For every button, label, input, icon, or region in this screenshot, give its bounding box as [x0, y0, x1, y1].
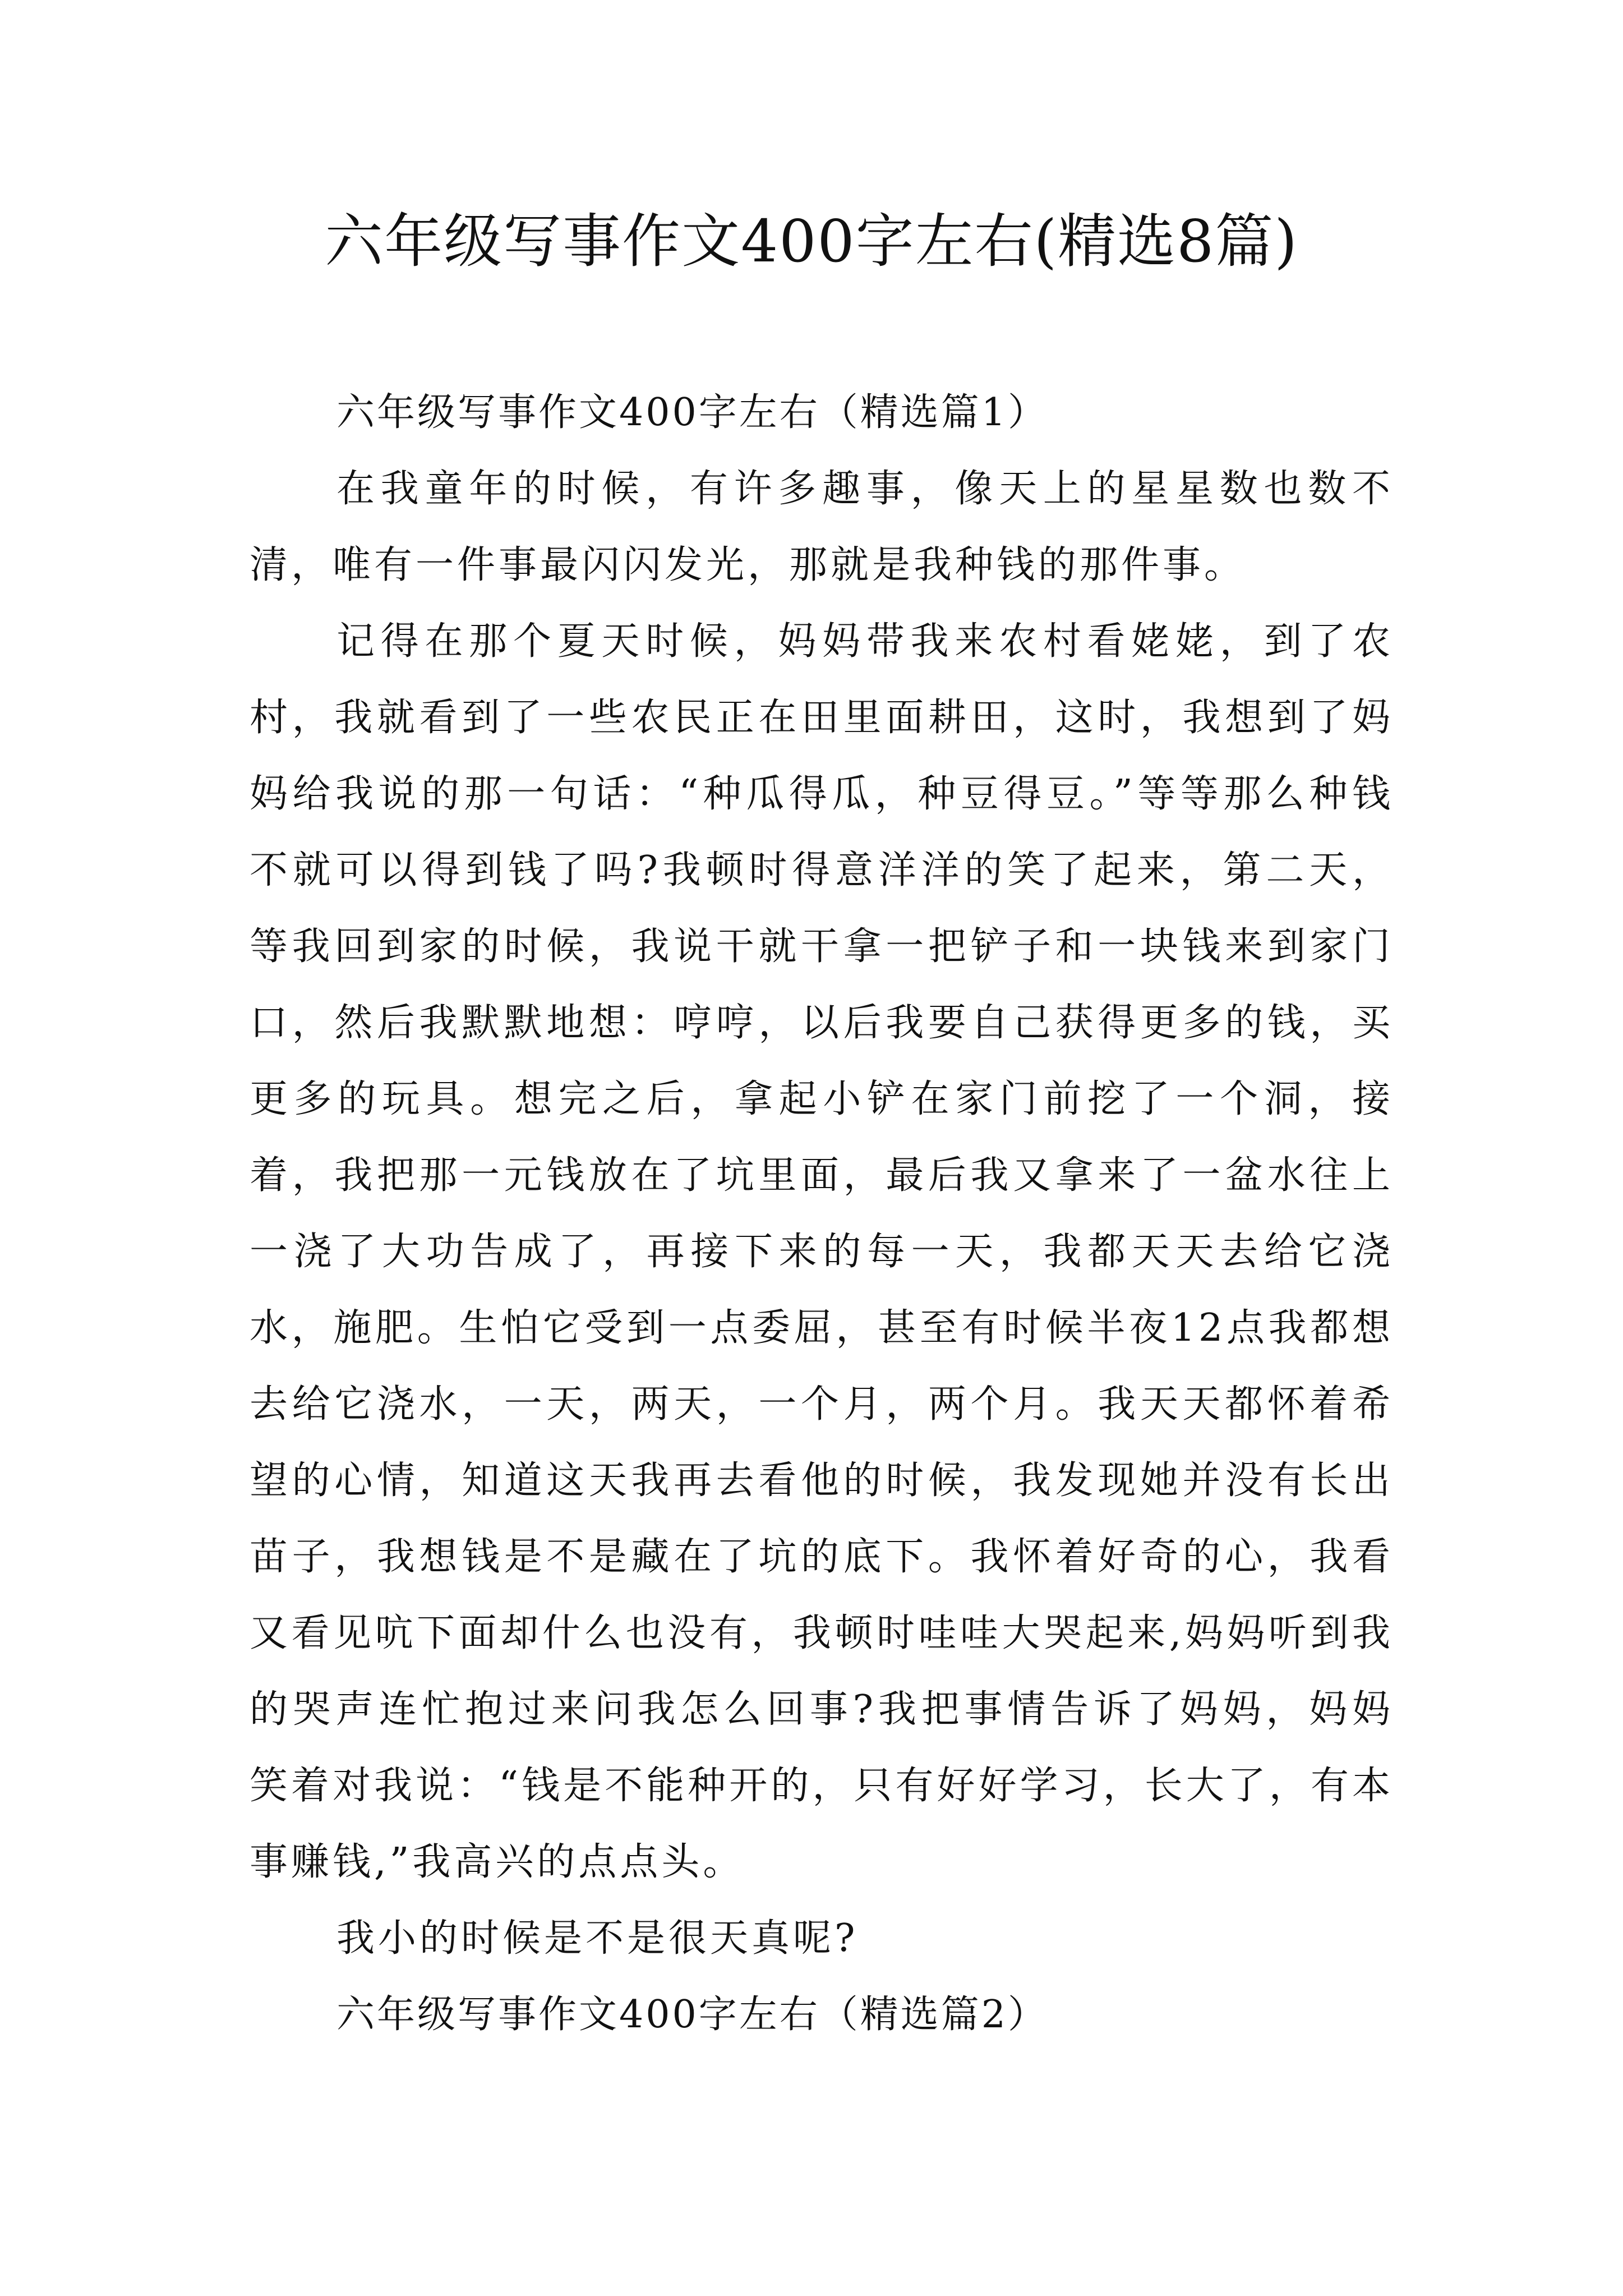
paragraph-closing: 我小的时候是不是很天真呢?: [336, 1916, 859, 1961]
document-body: [250, 375, 1394, 2053]
paragraph-story: 记得在那个夏天时候，妈妈带我来农村看姥姥，到了农村，我就看到了一些农民正在田里面耕田，这时，我想到了妈妈给我说的那一句话：“种瓜得瓜，种豆得豆。”等等那么种钱不就可以得到钱了吗?我顿时得意洋洋的笑了起来，第二天，等我回到家的时候，我说干就干拿一把铲子和一块钱来到家门口，然后我默默地想：哼哼，以后我要自己获得更多的钱，买更多的玩具。想完之后，拿起小铲在家门前挖了一个洞，接着，我把那一元钱放在了坑里面，最后我又拿来了一盆水往上一浇了大功告成了，再接下来的每一天，我都天天去给它浇水，施肥。生怕它受到一点委屈，甚至有时候半夜12点我都想去给它浇水，一天，两天，一个月，两个月。我天天都怀着希望的心情，知道这天我再去看他的时候，我发现她并没有长出苗子，我想钱是不是藏在了坑的底下。我怀着好奇的心，我看又看见吭下面却什么也没有，我顿时哇哇大哭起来,妈妈听到我的哭声连忙抱过来问我怎么回事?我把事情告诉了妈妈，妈妈笑着对我说：“钱是不能种开的，只有好好学习，长大了，有本事赚钱,”我高兴的点点头。: [250, 619, 1394, 1884]
section-heading-1: 六年级写事作文400字左右（精选篇1）: [336, 390, 1049, 435]
paragraph-intro: 在我童年的时候，有许多趣事，像天上的星星数也数不清，唯有一件事最闪闪发光，那就是我种钱的那件事。: [250, 467, 1394, 587]
document-title: 六年级写事作文400字左右(精选8篇): [325, 207, 1298, 275]
section-heading-2: 六年级写事作文400字左右（精选篇2）: [336, 1993, 1049, 2037]
